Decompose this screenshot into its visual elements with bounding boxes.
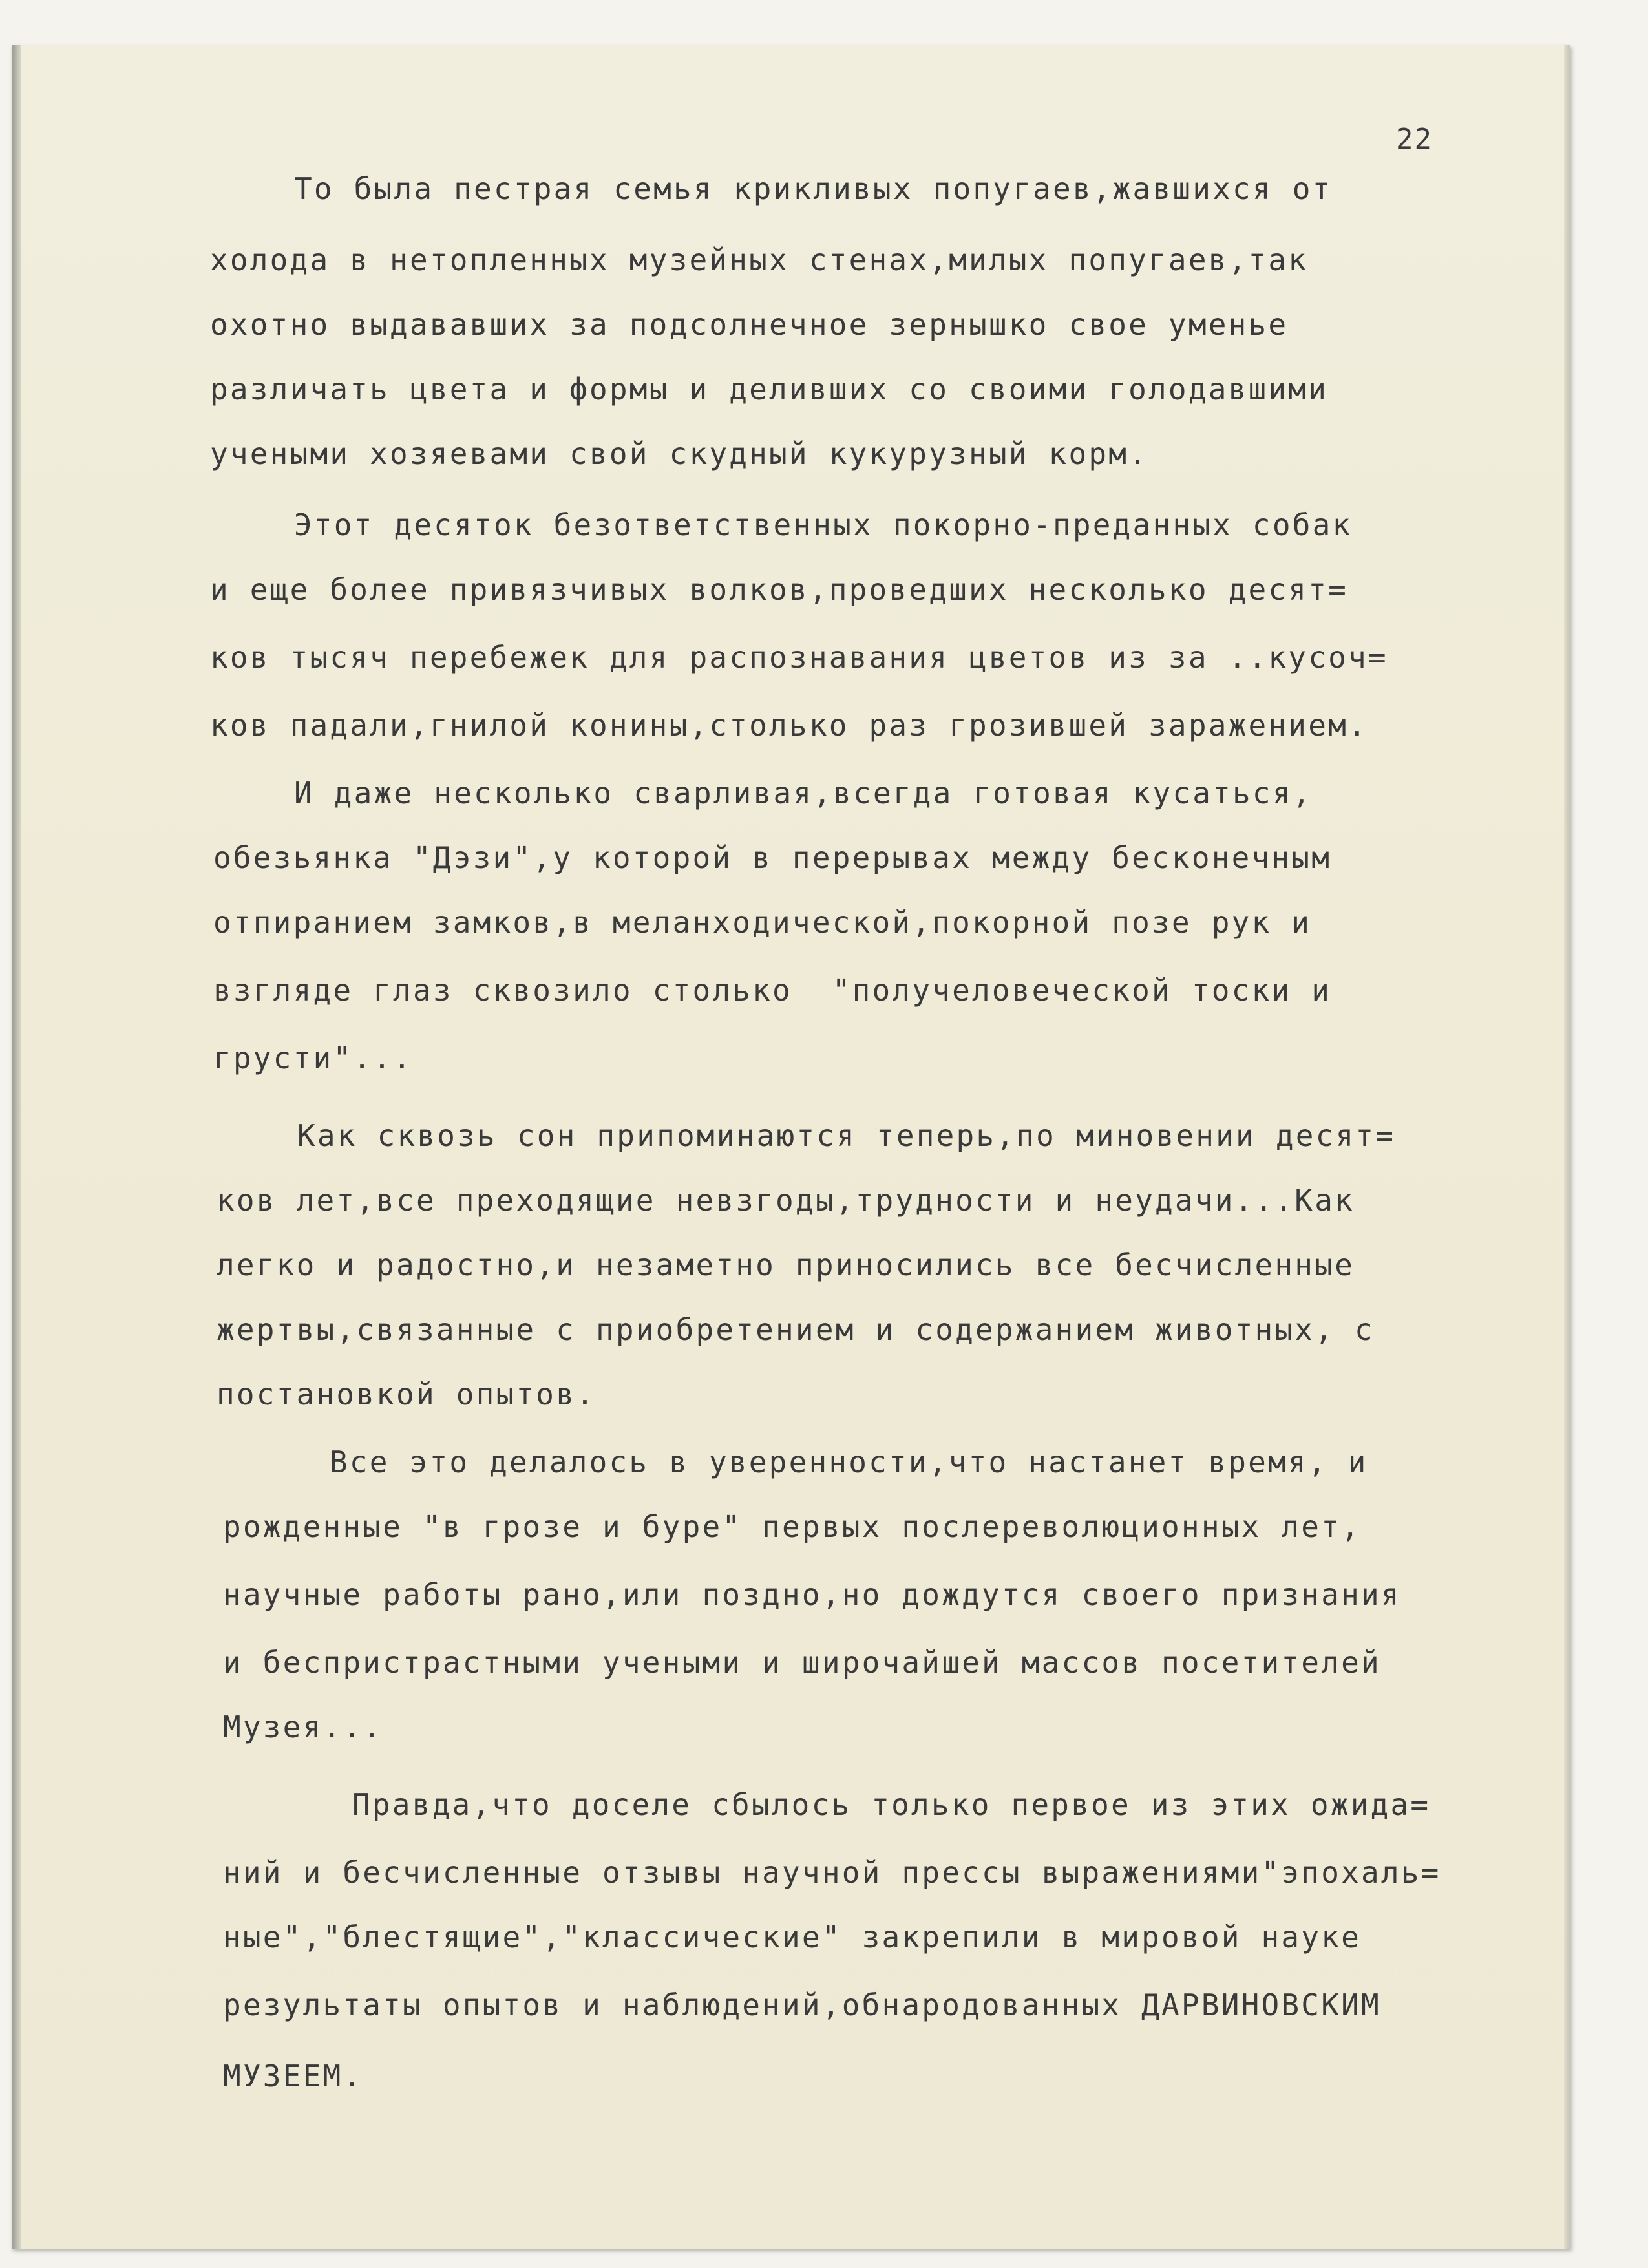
text-line: Музея... <box>223 1710 383 1744</box>
text-line: грусти"... <box>213 1041 413 1076</box>
text-line: ков падали,гнилой конины,столько раз грозившей заражением. <box>210 708 1368 743</box>
text-line: То была пестрая семья крикливых попугаев,жавшихся от <box>294 171 1333 206</box>
text-line: И даже несколько сварливая,всегда готовая кусаться, <box>294 776 1313 811</box>
text-line: холода в нетопленных музейных стенах,милых попугаев,так <box>210 242 1309 277</box>
text-line: различать цвета и формы и деливших со своими голодавшими <box>210 372 1329 407</box>
text-line: ные","блестящие","классические" закрепили в мировой науке <box>223 1920 1361 1955</box>
text-line: и еще более привязчивых волков,проведших несколько десят= <box>210 572 1348 607</box>
text-line: МУЗЕЕМ. <box>223 2059 363 2093</box>
text-line: и беспристрастными учеными и широчайшей массов посетителей <box>223 1645 1381 1680</box>
text-line: постановкой опытов. <box>217 1377 596 1412</box>
text-line: рожденные "в грозе и буре" первых послереволюционных лет, <box>223 1509 1361 1544</box>
text-line: учеными хозяевами свой скудный кукурузный корм. <box>210 436 1149 471</box>
text-line: Все это делалось в уверенности,что настанет время, и <box>330 1445 1368 1479</box>
text-line: отпиранием замков,в меланходической,покорной позе рук и <box>213 905 1312 940</box>
page-number: 22 <box>1396 123 1433 156</box>
text-line: взгляде глаз сквозило столько "получеловеческой тоски и <box>213 973 1332 1008</box>
text-line: Правда,что доселе сбылось только первое из этих ожида= <box>352 1787 1431 1822</box>
text-line: охотно выдававших за подсолнечное зернышко свое уменье <box>210 307 1289 342</box>
text-line: Как сквозь сон припоминаются теперь,по миновении десят= <box>297 1118 1396 1153</box>
text-line: ков лет,все преходящие невзгоды,трудности и неудачи...Как <box>217 1183 1355 1218</box>
text-line: Этот десяток безответственных покорно-преданных собак <box>294 507 1353 542</box>
text-line: легко и радостно,и незаметно приносились все бесчисленные <box>217 1247 1355 1282</box>
text-line: ков тысяч перебежек для распознавания цветов из за ..кусоч= <box>210 640 1388 675</box>
text-line: обезьянка "Дэзи",у которой в перерывах между бесконечным <box>213 840 1332 875</box>
text-line: научные работы рано,или поздно,но дождутся своего признания <box>223 1577 1401 1612</box>
text-line: ний и бесчисленные отзывы научной прессы выражениями"эпохаль= <box>223 1855 1441 1890</box>
text-line: жертвы,связанные с приобретением и содержанием животных, с <box>217 1312 1375 1347</box>
text-line: результаты опытов и наблюдений,обнародованных ДАРВИНОВСКИМ <box>223 1987 1381 2022</box>
